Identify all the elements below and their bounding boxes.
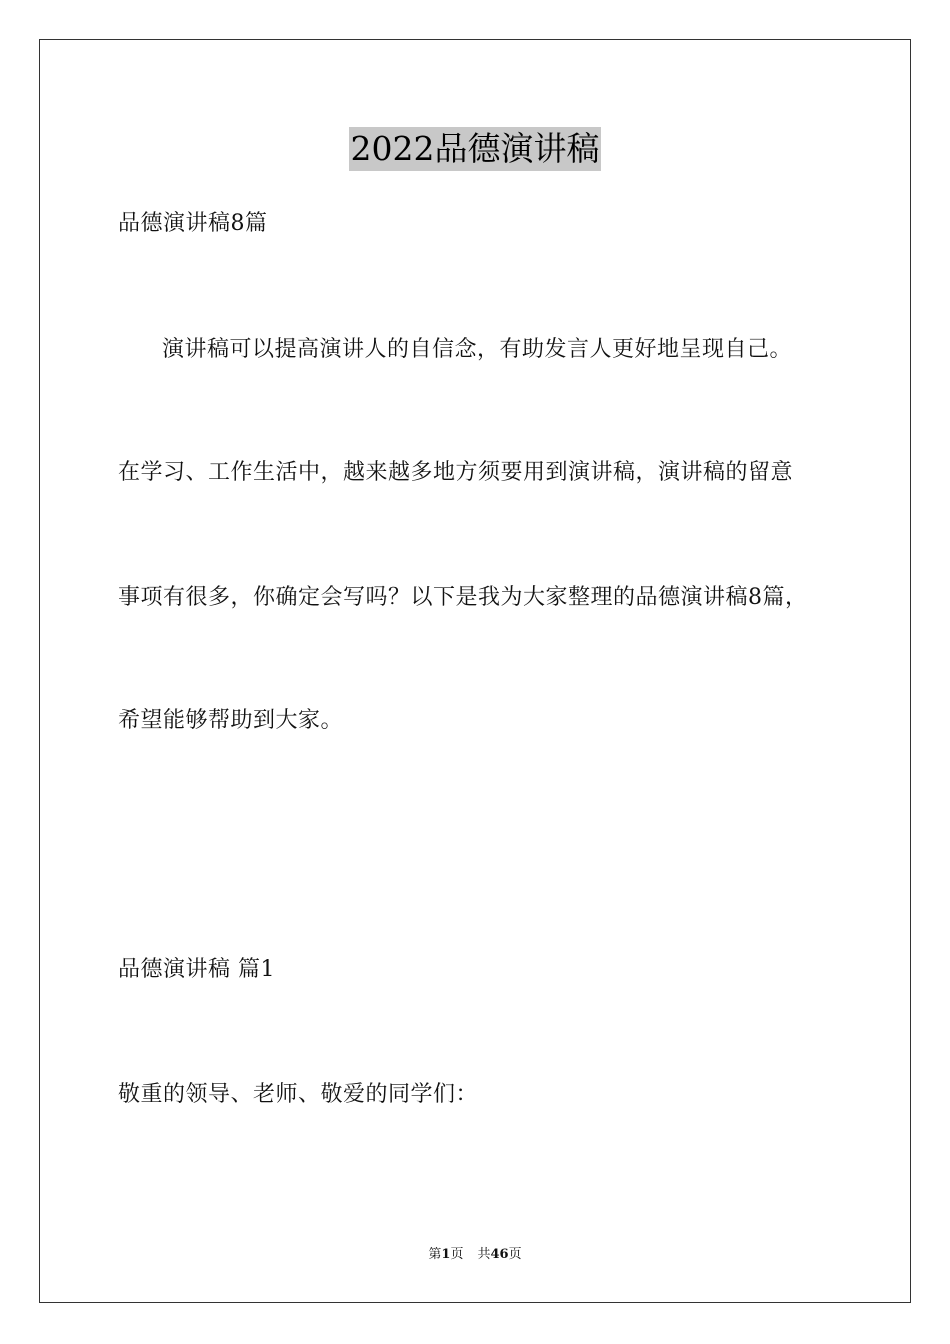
document-title: 2022品德演讲稿 xyxy=(349,127,602,171)
paragraph-line: 事项有很多，你确定会写吗？以下是我为大家整理的品德演讲稿8篇， xyxy=(118,585,808,610)
paragraph-line: 在学习、工作生活中，越来越多地方须要用到演讲稿，演讲稿的留意 xyxy=(118,460,794,485)
document-subtitle: 品德演讲稿8篇 xyxy=(118,211,268,236)
footer-total-suffix: 页 xyxy=(508,1247,522,1262)
footer-page-current: 1 xyxy=(441,1247,451,1262)
footer-page-suffix: 页 xyxy=(450,1247,464,1262)
footer-total-prefix: 共 xyxy=(477,1247,491,1262)
salutation: 敬重的领导、老师、敬爱的同学们： xyxy=(118,1082,479,1107)
page-footer xyxy=(0,1246,950,1264)
title-container xyxy=(0,127,950,171)
section-heading: 品德演讲稿 篇1 xyxy=(118,957,275,982)
footer-page-prefix: 第 xyxy=(428,1247,442,1262)
paragraph-line: 演讲稿可以提高演讲人的自信念，有助发言人更好地呈现自己。 xyxy=(162,337,793,362)
paragraph-line: 希望能够帮助到大家。 xyxy=(118,708,344,733)
footer-page-total: 46 xyxy=(490,1247,509,1262)
